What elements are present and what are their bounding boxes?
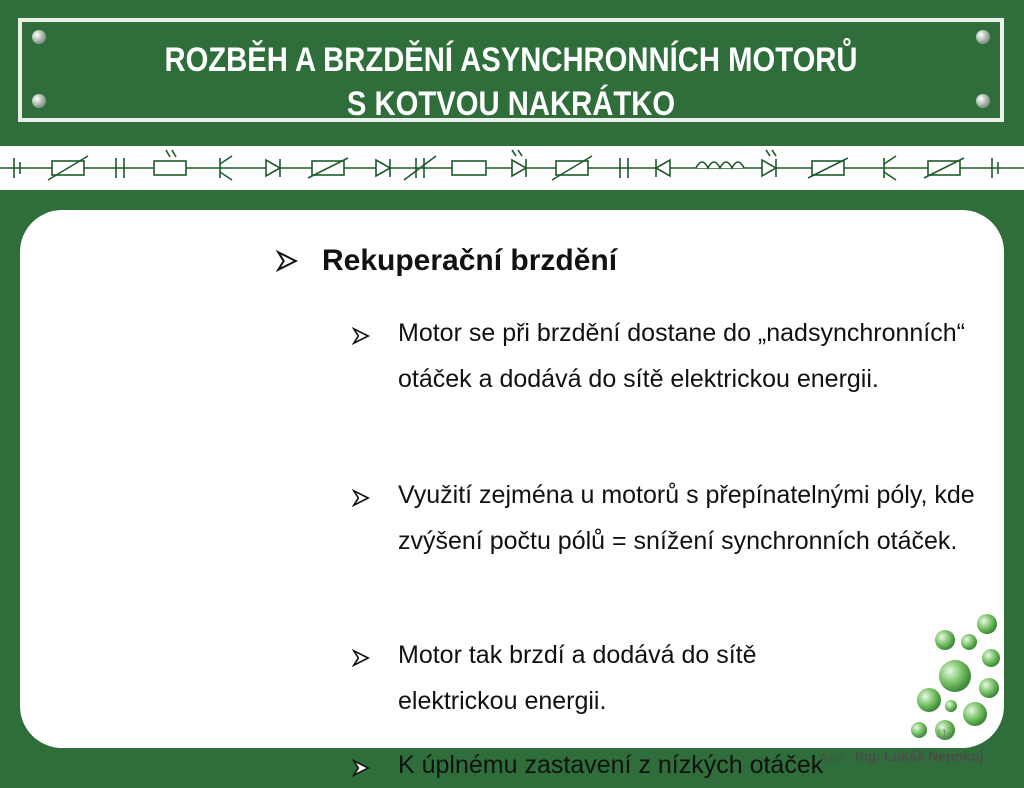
page-number: 11	[936, 728, 948, 740]
bullet-text: Motor se při brzdění dostane do „nadsynchronních“ otáček a dodává do sítě elektrickou energii.	[398, 319, 965, 393]
bullet-text: K úplnému zastavení z nízkých otáček	[398, 751, 824, 779]
circuit-symbols-icon	[0, 146, 1024, 190]
arrowhead-bullet-icon	[276, 250, 298, 272]
arrowhead-bullet-icon	[352, 327, 370, 345]
slide-title	[90, 38, 931, 126]
section-heading	[276, 244, 617, 278]
arrowhead-bullet-icon	[352, 759, 370, 777]
rivet-icon	[976, 30, 990, 44]
heading-text: Rekuperační brzdění	[322, 244, 618, 277]
arrowhead-bullet-icon	[352, 649, 370, 667]
bullet-text: Využití zejména u motorů s přepínatelnými póly, kde zvýšení počtu pólů = snížení synchronních otáček.	[398, 481, 975, 555]
title-frame	[18, 18, 1004, 122]
title-line-1: ROZBĚH A BRZDĚNÍ ASYNCHRONNÍCH MOTORŮ	[164, 41, 858, 79]
bullet-text: Motor tak brzdí a dodává do sítě elektrickou energii.	[398, 641, 757, 715]
arrowhead-bullet-icon	[352, 489, 370, 507]
rivet-icon	[976, 94, 990, 108]
electrical-symbols-strip	[0, 146, 1024, 190]
title-line-2: S KOTVOU NAKRÁTKO	[346, 85, 676, 123]
rivet-icon	[32, 94, 46, 108]
bullet-item	[352, 482, 998, 564]
author-credit	[820, 748, 984, 766]
bullet-item	[352, 320, 998, 402]
author-label: Autor:	[820, 753, 847, 764]
bubbles-decoration-icon	[905, 610, 1015, 750]
rivet-icon	[32, 30, 46, 44]
bullet-item	[352, 642, 878, 724]
author-name: Ing. Lukáš Nepokoj	[855, 748, 984, 764]
